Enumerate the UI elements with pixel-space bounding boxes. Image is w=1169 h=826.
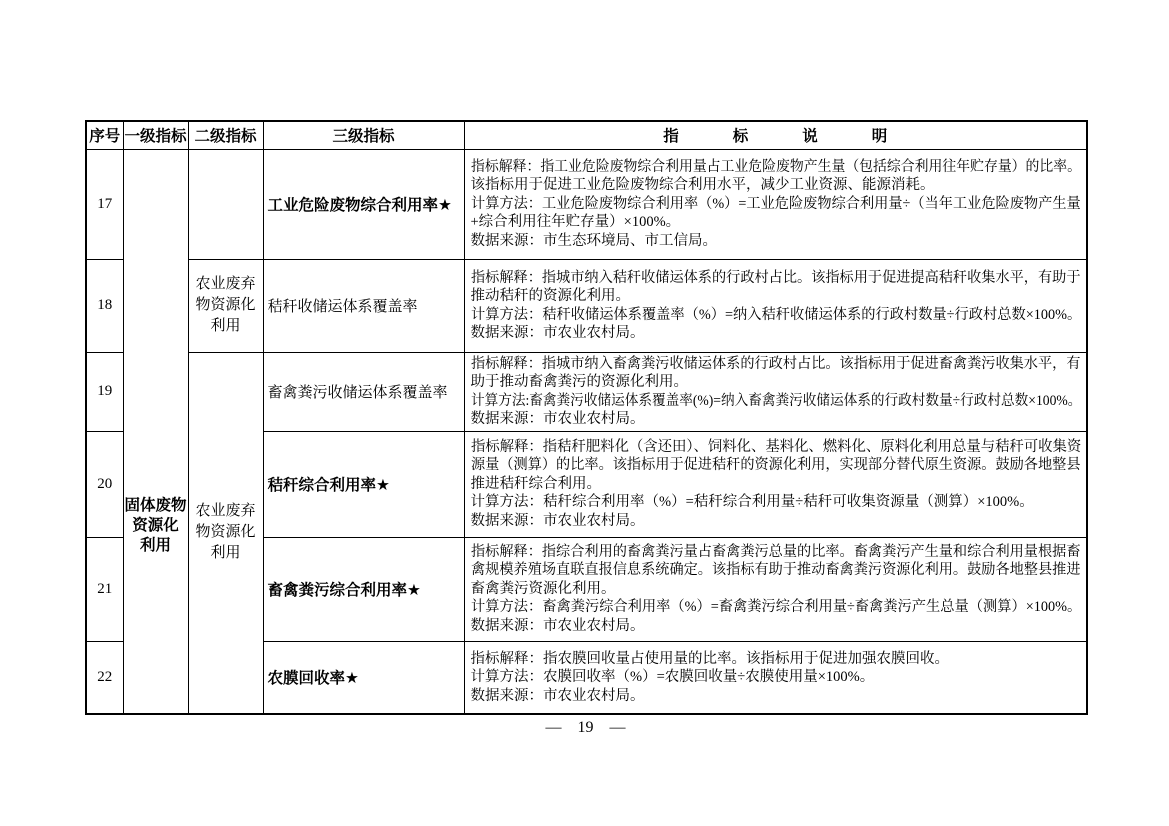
level3-indicator-cell: 农膜回收率★ xyxy=(263,641,464,714)
description-line: 计算方法：秸秆综合利用率（%）=秸秆综合利用量÷秸秆可收集资源量（测算）×100%。 xyxy=(470,494,1034,511)
column-header-level3: 三级指标 xyxy=(263,121,464,149)
description-line: 推动秸秆的资源化利用。 xyxy=(470,288,630,304)
description-line: +综合利用往年贮存量）×100%。 xyxy=(470,214,681,231)
row-number-cell: 17 xyxy=(86,149,123,259)
table-header-row xyxy=(86,121,1087,149)
indicator-description-cell xyxy=(464,149,1087,259)
column-header-no: 序号 xyxy=(86,121,123,149)
description-line: 数据来源：市农业农村局。 xyxy=(470,617,645,634)
indicator-description-cell xyxy=(464,641,1087,714)
description-line: 数据来源：市农业农村局。 xyxy=(470,325,645,341)
description-line: 指标解释：指综合利用的畜禽粪污量占畜禽粪污总量的比率。畜禽粪污产生量和综合利用量根据畜 xyxy=(470,543,1081,560)
column-header-level2: 二级指标 xyxy=(188,121,263,149)
indicator-description-cell xyxy=(464,537,1087,641)
description-line: 计算方法：秸秆收储运体系覆盖率（%）=纳入秸秆收储运体系的行政村数量÷行政村总数×100%。 xyxy=(470,306,1081,323)
indicator-description-cell xyxy=(464,431,1087,537)
level2-indicator-line: 农业废弃 xyxy=(195,276,256,292)
description-line: 指标解释：指城市纳入畜禽粪污收储运体系的行政村占比。该指标用于促进畜禽粪污收集水平，有 xyxy=(470,355,1081,372)
description-line: 推进秸秆综合利用。 xyxy=(470,475,601,492)
description-line: 指标解释：指农膜回收量占使用量的比率。该指标用于促进加强农膜回收。 xyxy=(470,650,949,667)
indicator-description-cell xyxy=(464,352,1087,431)
level2-indicator-cell xyxy=(188,352,263,714)
description-line: 数据来源：市生态环境局、市工信局。 xyxy=(470,232,717,249)
description-line: 禽规模养殖场直联直报信息系统确定。该指标有助于推动畜禽粪污资源化利用。鼓励各地整县推进 xyxy=(470,562,1081,579)
row-number-cell: 20 xyxy=(86,431,123,537)
level2-indicator-line: 利用 xyxy=(210,545,241,562)
row-number-cell: 19 xyxy=(86,352,123,431)
level3-indicator-cell: 畜禽粪污收储运体系覆盖率 xyxy=(263,352,464,431)
level2-indicator-cell xyxy=(188,259,263,352)
description-line: 源量（测算）的比率。该指标用于促进秸秆的资源化利用，实现部分替代原生资源。鼓励各地整县 xyxy=(470,457,1081,474)
description-line: 指标解释：指工业危险废物综合利用量占工业危险废物产生量（包括综合利用往年贮存量）的比率。 xyxy=(470,158,1081,175)
description-line: 计算方法：工业危险废物综合利用率（%）=工业危险废物综合利用量÷（当年工业危险废物产生量 xyxy=(470,195,1081,212)
row-number-cell: 22 xyxy=(86,641,123,714)
row-number-cell: 18 xyxy=(86,259,123,352)
description-line: 数据来源：市农业农村局。 xyxy=(470,687,645,704)
column-header-spec: 指标说明 xyxy=(464,121,1087,149)
description-line: 指标解释：指秸秆肥料化（含还田）、饲料化、基料化、燃料化、原料化利用总量与秸秆可收集资 xyxy=(470,438,1081,455)
level1-indicator-line: 利用 xyxy=(139,537,171,555)
level2-indicator-line: 利用 xyxy=(210,318,241,334)
level2-indicator-line: 物资源化 xyxy=(195,524,256,541)
level1-indicator-line: 固体废物 xyxy=(124,497,187,515)
level3-indicator-cell: 畜禽粪污综合利用率★ xyxy=(263,537,464,641)
column-header-level1: 一级指标 xyxy=(123,121,188,149)
level2-indicator-line: 物资源化 xyxy=(195,297,256,313)
description-line: 该指标用于促进工业危险废物综合利用水平，减少工业资源、能源消耗。 xyxy=(470,177,935,194)
page-number: — 19 — xyxy=(545,719,626,736)
description-line: 畜禽粪污资源化利用。 xyxy=(470,580,616,597)
level3-indicator-cell: 工业危险废物综合利用率★ xyxy=(263,149,464,259)
level2-indicator-cell xyxy=(188,149,263,259)
table-row xyxy=(86,149,1087,259)
description-line: 指标解释：指城市纳入秸秆收储运体系的行政村占比。该指标用于促进提高秸秆收集水平，有助于 xyxy=(470,269,1081,286)
indicator-description-cell xyxy=(464,259,1087,352)
description-line: 数据来源：市农业农村局。 xyxy=(470,512,645,529)
table-row xyxy=(86,352,1087,431)
table-body xyxy=(86,149,1087,714)
table-row xyxy=(86,259,1087,352)
description-line: 计算方法：农膜回收率（%）=农膜回收量÷农膜使用量×100%。 xyxy=(470,669,875,685)
row-number-cell: 21 xyxy=(86,537,123,641)
level2-indicator-line: 农业废弃 xyxy=(195,503,256,520)
indicator-table xyxy=(85,120,1088,715)
description-line: 计算方法:畜禽粪污收储运体系覆盖率(%)=纳入畜禽粪污收储运体系的行政村数量÷行政村总数×100%。 xyxy=(470,392,1081,409)
level3-indicator-cell: 秸秆收储运体系覆盖率 xyxy=(263,259,464,352)
level1-indicator-line: 资源化 xyxy=(132,517,179,535)
level1-indicator-cell xyxy=(123,149,188,714)
description-line: 计算方法：畜禽粪污综合利用率（%）=畜禽粪污综合利用量÷畜禽粪污产生总量（测算）×100%。 xyxy=(470,599,1081,616)
document-page xyxy=(85,120,1086,736)
level3-indicator-cell: 秸秆综合利用率★ xyxy=(263,431,464,537)
description-line: 助于推动畜禽粪污的资源化利用。 xyxy=(470,374,688,390)
description-line: 数据来源：市农业农村局。 xyxy=(470,411,645,427)
